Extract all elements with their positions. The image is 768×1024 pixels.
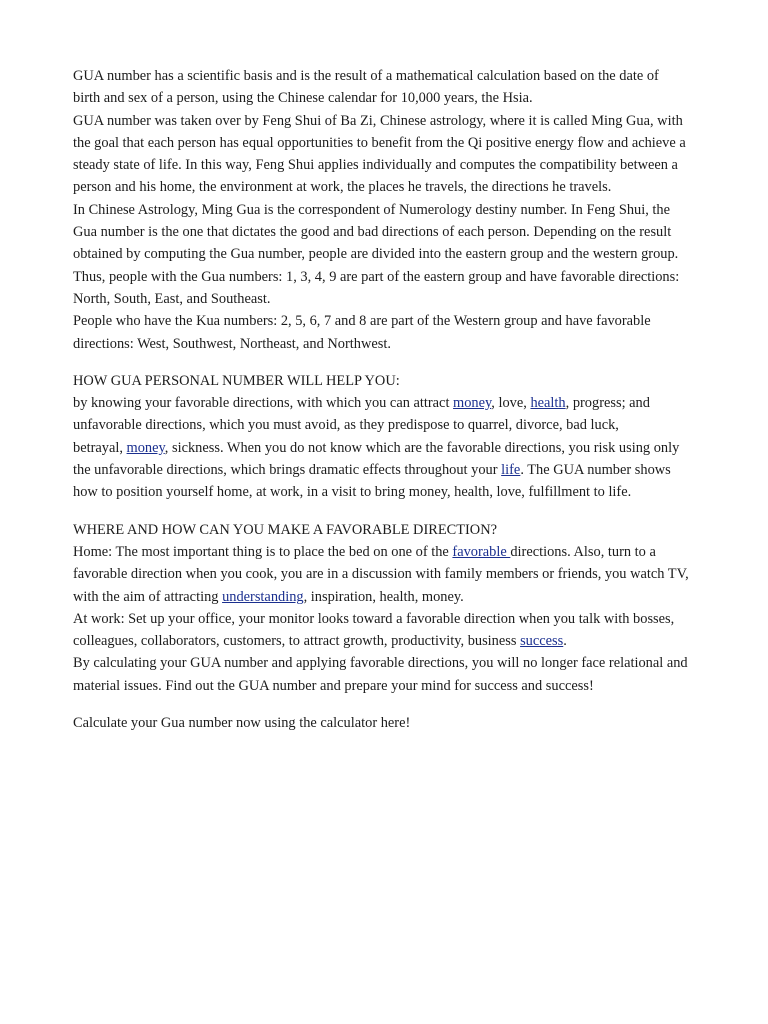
text-span: , love, xyxy=(491,395,531,412)
text-span: , inspiration, health, money. xyxy=(303,588,464,605)
paragraph-line: material issues. Find out the GUA number and prepare your mind for success and success! xyxy=(73,677,594,694)
paragraph-line: favorable direction when you cook, you are in a discussion with family members or friends, you watch TV, xyxy=(73,566,689,583)
paragraph-gap xyxy=(73,355,698,370)
paragraph-line xyxy=(73,586,698,608)
text-span: directions. Also, turn to a xyxy=(510,543,656,560)
text-span: colleagues, collaborators, customers, to attract growth, productivity, business xyxy=(73,633,521,650)
paragraph-gap xyxy=(73,504,698,519)
text-span: by knowing your favorable directions, with which you can attract xyxy=(73,395,454,412)
text-span: , sickness. When you do not know which are the favorable directions, you risk using only xyxy=(164,439,680,456)
paragraph-line xyxy=(73,459,698,481)
closing-line: Calculate your Gua number now using the calculator here! xyxy=(73,715,411,732)
paragraph-line: directions: West, Southwest, Northeast, and Northwest. xyxy=(73,335,391,352)
text-span: Home: The most important thing is to place the bed on one of the xyxy=(73,543,453,560)
life-link[interactable]: life xyxy=(501,462,521,479)
paragraph-line: steady state of life. In this way, Feng Shui applies individually and computes the compatibility between a xyxy=(73,157,678,174)
section-heading-help: HOW GUA PERSONAL NUMBER WILL HELP YOU: xyxy=(73,372,400,389)
money-link[interactable]: money xyxy=(453,395,492,412)
paragraph-line xyxy=(73,630,698,652)
paragraph-gap xyxy=(73,697,698,712)
understanding-link[interactable]: understanding xyxy=(222,588,304,605)
paragraph-line xyxy=(73,541,698,563)
text-span: betrayal, xyxy=(73,439,127,456)
health-link[interactable]: health xyxy=(530,395,566,412)
paragraph-line xyxy=(73,437,698,459)
success-link[interactable]: success xyxy=(520,633,564,650)
text-span: . xyxy=(563,633,567,650)
paragraph-line xyxy=(73,392,698,414)
text-span: the unfavorable directions, which brings dramatic effects throughout your xyxy=(73,462,502,479)
paragraph-line: At work: Set up your office, your monitor looks toward a favorable direction when you talk with bosses, xyxy=(73,610,675,627)
text-span: . The GUA number shows xyxy=(520,462,671,479)
favorable-link[interactable]: favorable xyxy=(452,543,511,560)
paragraph-line: the goal that each person has equal opportunities to benefit from the Qi positive energy flow and achieve a xyxy=(73,134,686,151)
paragraph-line: Gua number is the one that dictates the good and bad directions of each person. Depending on the result xyxy=(73,224,672,241)
paragraph-line: Thus, people with the Gua numbers: 1, 3, 4, 9 are part of the eastern group and have favorable directions: xyxy=(73,268,680,285)
paragraph-line: obtained by computing the Gua number, people are divided into the eastern group and the western group. xyxy=(73,246,679,263)
paragraph-line: unfavorable directions, which you must avoid, as they predispose to quarrel, divorce, bad luck, xyxy=(73,417,619,434)
paragraph-line: GUA number was taken over by Feng Shui of Ba Zi, Chinese astrology, where it is called Ming Gua, with xyxy=(73,112,683,129)
paragraph-line: By calculating your GUA number and applying favorable directions, you will no longer face relational and xyxy=(73,655,688,672)
paragraph-line: how to position yourself home, at work, in a visit to bring money, health, love, fulfillment to life. xyxy=(73,484,632,501)
paragraph-line: birth and sex of a person, using the Chinese calendar for 10,000 years, the Hsia. xyxy=(73,90,533,107)
paragraph-line: GUA number has a scientific basis and is the result of a mathematical calculation based on the date of xyxy=(73,68,659,84)
section-heading-where: WHERE AND HOW CAN YOU MAKE A FAVORABLE DIRECTION? xyxy=(73,521,497,538)
text-span: , progress; and xyxy=(565,395,650,412)
paragraph-line: North, South, East, and Southeast. xyxy=(73,290,271,307)
paragraph-line: person and his home, the environment at work, the places he travels, the directions he travels. xyxy=(73,179,612,196)
money-link-2[interactable]: money xyxy=(126,439,165,456)
paragraph-line: In Chinese Astrology, Ming Gua is the correspondent of Numerology destiny number. In Feng Shui, the xyxy=(73,201,670,218)
paragraph-line: People who have the Kua numbers: 2, 5, 6, 7 and 8 are part of the Western group and have favorable xyxy=(73,313,651,330)
text-span: with the aim of attracting xyxy=(73,588,223,605)
